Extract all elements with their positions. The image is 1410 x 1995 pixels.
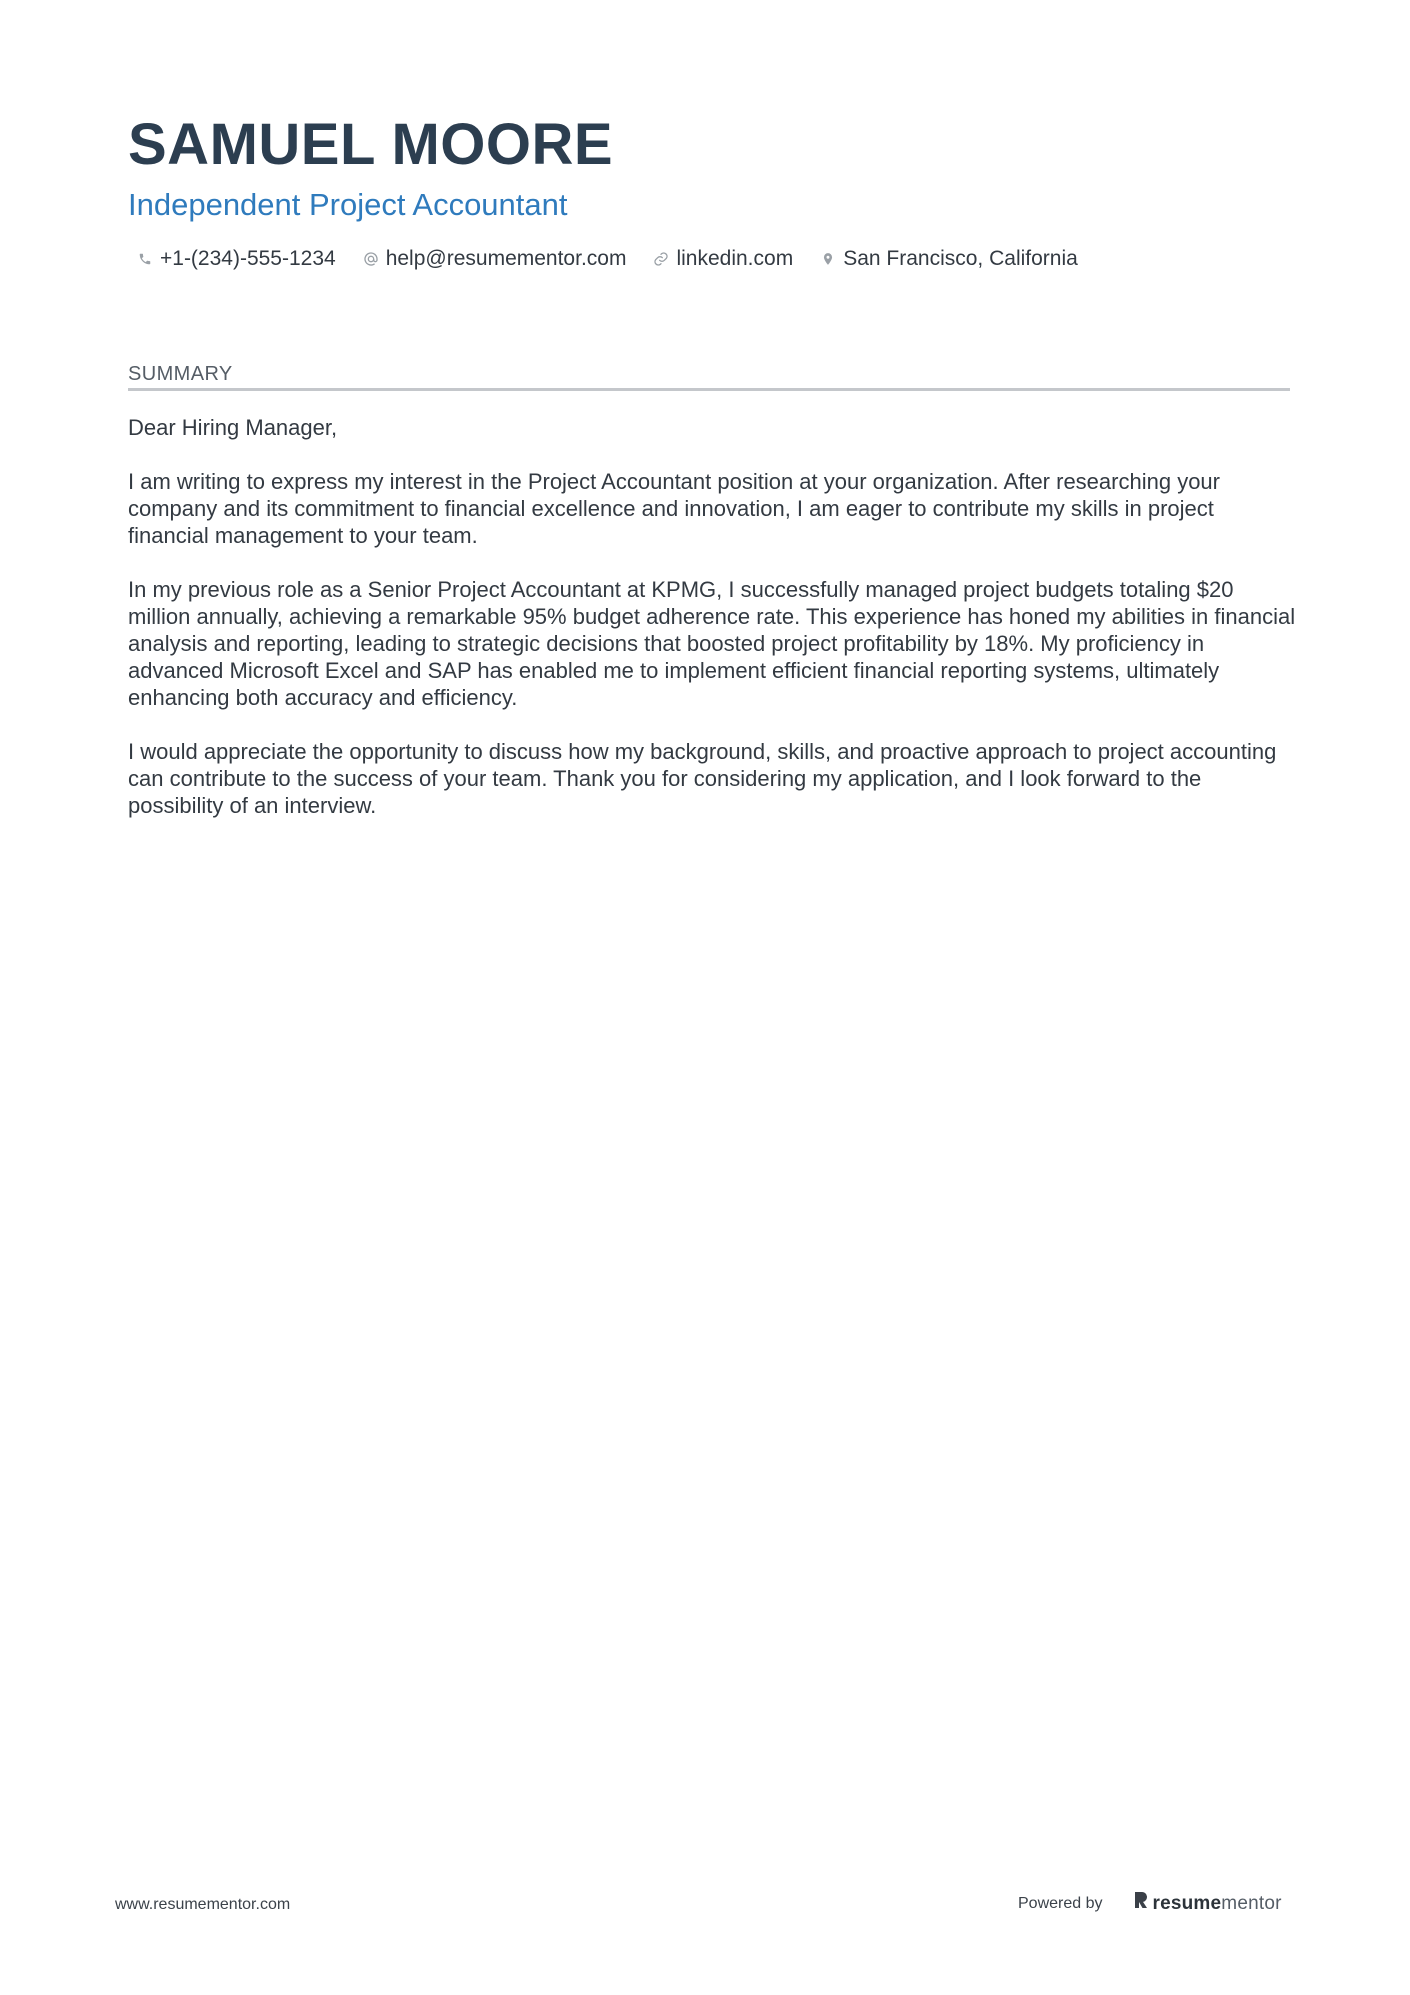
footer-website-link[interactable]: www.resumementor.com [115, 1896, 291, 1913]
section-divider [128, 388, 1290, 391]
contact-email-text: help@resumementor.com [385, 247, 627, 270]
contact-phone-text: +1-(234)-555-1234 [160, 247, 336, 270]
contact-linkedin[interactable] [652, 244, 793, 274]
phone-icon [136, 250, 154, 268]
salutation: Dear Hiring Manager, [128, 415, 338, 440]
contact-bar [136, 244, 1078, 274]
contact-location [819, 244, 1078, 274]
footer-branding [1018, 1890, 1282, 1918]
contact-location-text: San Francisco, California [843, 247, 1078, 270]
paragraph: I am writing to express my interest in the Project Accountant position at your organization. After researching your company and its commitment to financial excellence and innovation, I am eager to contribute my skills in project financial management to your team. [128, 469, 1220, 548]
powered-by-label: Powered by [1018, 1895, 1103, 1912]
letter-body [128, 414, 1298, 846]
brand-logo[interactable] [1133, 1890, 1282, 1918]
contact-linkedin-text: linkedin.com [676, 247, 794, 270]
summary-heading: SUMMARY [128, 363, 233, 385]
brand-name: resumementor [1152, 1893, 1282, 1914]
resumementor-logo-icon [1133, 1890, 1149, 1918]
link-icon [652, 250, 670, 268]
contact-email[interactable] [362, 244, 627, 274]
paragraph: In my previous role as a Senior Project Accountant at KPMG, I successfully managed project budgets totaling $20 million annually, achieving a remarkable 95% budget adherence rate. This experience has honed my abilities in financial analysis and reporting, leading to strategic decisions that boosted project profitability by 18%. My proficiency in advanced Microsoft Excel and SAP has enabled me to implement efficient financial reporting systems, ultimately enhancing both accuracy and efficiency. [128, 577, 1296, 710]
contact-phone[interactable] [136, 244, 336, 274]
paragraph: I would appreciate the opportunity to discuss how my background, skills, and proactive approach to project accounting can contribute to the success of your team. Thank you for considering my application, and I look forward to the possibility of an interview. [128, 739, 1277, 818]
job-title: Independent Project Accountant [128, 187, 568, 222]
at-icon [362, 250, 380, 268]
location-icon [819, 250, 837, 268]
applicant-name: SAMUEL MOORE [128, 112, 614, 177]
